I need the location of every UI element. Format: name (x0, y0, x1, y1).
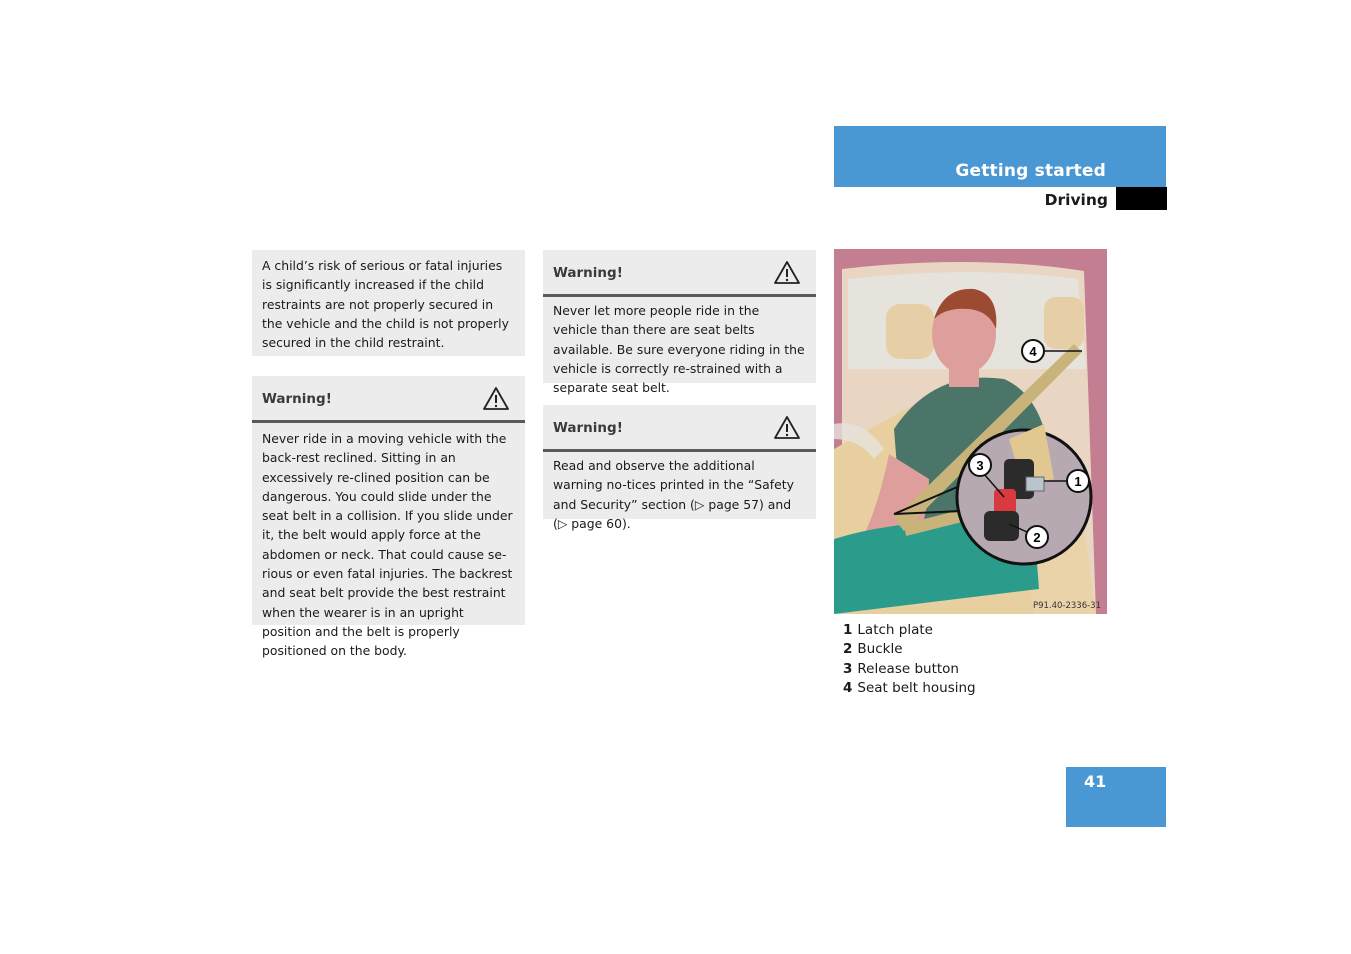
svg-text:3: 3 (976, 458, 984, 473)
warning-text: Never let more people ride in the vehicle than there are seat belts available. Be sure everyone riding in the vehicle is correctly re-strained with a separate seat belt. (553, 303, 805, 396)
legend-item: 4 Seat belt housing (843, 679, 976, 696)
seat-belt-illustration (834, 249, 1107, 614)
warning-box-seatbelts (543, 250, 816, 396)
subsection-marker (1116, 187, 1167, 210)
figure-code: P91.40-2336-31 (1032, 601, 1101, 611)
warning-text: Never ride in a moving vehicle with the back-rest reclined. Sitting in an excessively re-clined position can be dangerous. You could slide under the seat belt in a collision. If you slide under it, the belt would apply force at the abdomen or neck. That could cause se-rious or even fatal injuries. The backrest and seat belt provide the best restraint when the wearer is in an upright position and the belt is properly positioned on the body. (262, 431, 513, 659)
section-tab (834, 126, 1166, 187)
warning-triangle-icon (482, 386, 510, 411)
page-number-box (1066, 767, 1166, 827)
warning-title: Warning! (262, 391, 332, 407)
warning-box-additional (543, 405, 816, 531)
warning-triangle-icon (773, 260, 801, 285)
subsection-title: Driving (1044, 191, 1108, 209)
page-number: 41 (1084, 772, 1107, 791)
warning-text: Read and observe the additional warning no-tices printed in the “Safety and Security” section (▷ page 57) and (▷ page 60). (553, 458, 794, 531)
legend-item: 3 Release button (843, 660, 959, 677)
figure-legend (843, 621, 976, 698)
warning-header (543, 250, 816, 297)
child-risk-note (252, 250, 525, 356)
svg-text:2: 2 (1033, 530, 1041, 545)
driver-seatbelt-drawing (834, 249, 1107, 614)
warning-title: Warning! (553, 265, 623, 281)
child-risk-text: A child’s risk of serious or fatal injuries is significantly increased if the child restraints are not properly secured in the vehicle and the child is not properly secured in the child restraint. (262, 258, 509, 351)
warning-box-reclined (252, 376, 525, 659)
warning-triangle-icon (773, 415, 801, 440)
warning-header (543, 405, 816, 452)
legend-item: 1 Latch plate (843, 622, 933, 638)
legend-item: 2 Buckle (843, 641, 903, 658)
section-title: Getting started (955, 161, 1106, 181)
warning-header (252, 376, 525, 423)
svg-text:1: 1 (1074, 474, 1082, 489)
warning-title: Warning! (553, 420, 623, 436)
svg-text:4: 4 (1029, 344, 1037, 359)
